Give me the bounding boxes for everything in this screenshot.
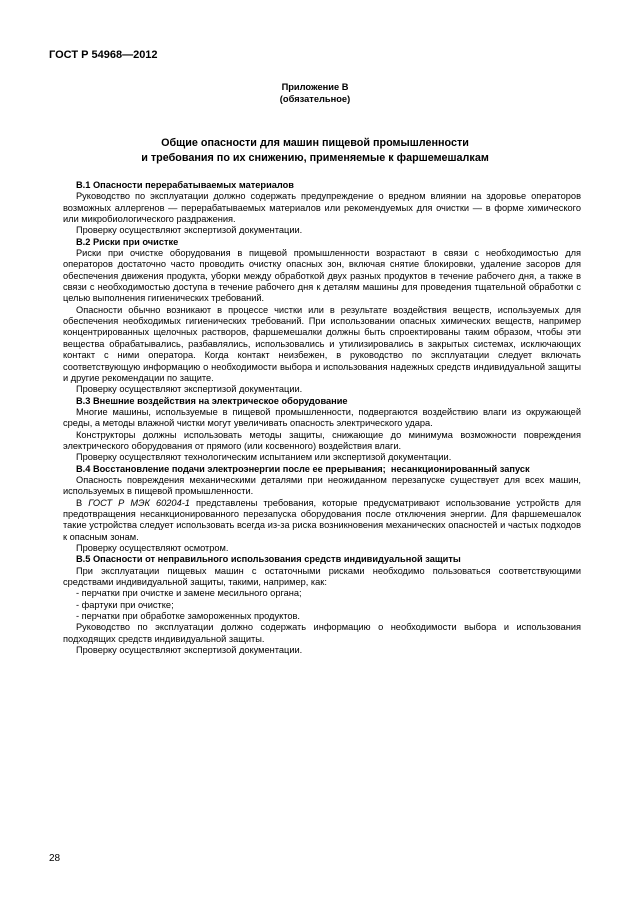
section-b5-paragraph-2: Руководство по эксплуатации должно содержать информацию о необходимости выбора и использования подходящих средств индивидуальной защиты. bbox=[63, 622, 581, 644]
standard-reference: ГОСТ Р МЭК 60204-1 bbox=[88, 497, 190, 508]
list-item: - перчатки при очистке и замене месильного органа; bbox=[76, 588, 302, 599]
section-b2-paragraph-2: Опасности обычно возникают в процессе чистки или в результате воздействия веществ, используемых для обеспечения необходимых гигиенических требований. При использовании опасных химических веществ, например концентрированных щелочных растворов, фаршемешалки должны быть спроектированы таким образом, чтобы эти вещества обрабатывались, разбавлялись, использовались и утилизировались в закрытых системах, исключающих контакт с ними оператора. Когда контакт неизбежен, в руководство по эксплуатации следует включать соответствующую информацию о необходимости выбора и использования надежных средств индивидуальной защиты и другие рекомендации по защите. bbox=[63, 304, 581, 383]
section-b5-paragraph-1: При эксплуатации пищевых машин с остаточными рисками необходимо пользоваться соответствующими средствами индивидуальной защиты, такими, например, как: bbox=[63, 565, 581, 588]
section-b1-verification: Проверку осуществляют экспертизой документации. bbox=[76, 225, 303, 236]
section-b5-heading: В.5 Опасности от неправильного использования средств индивидуальной защиты bbox=[76, 554, 461, 565]
annex-label: Приложение В bbox=[281, 82, 349, 92]
section-b4-heading-part-1: В.4 Восстановление подачи электроэнергии после ее прерывания; bbox=[76, 463, 386, 474]
page-number: 28 bbox=[49, 853, 61, 864]
section-b4-heading-part-2: несанкционированный запуск bbox=[390, 463, 530, 474]
section-b3-verification: Проверку осуществляют технологическим испытанием или экспертизой документации. bbox=[76, 452, 452, 463]
annex-status: (обязательное) bbox=[279, 94, 351, 104]
section-b3-paragraph-1: Многие машины, используемые в пищевой промышленности, подвергаются воздействию влаги из окружающей среды, а методы влажной чистки могут увеличивать опасность электрического удара. bbox=[63, 406, 581, 429]
section-b1-paragraph-1: Руководство по эксплуатации должно содержать предупреждение о вредном влиянии на здоровье операторов возможных аллергенов — перерабатываемых материалов или рекомендуемых для очистки — в форме химического или микробиологического раздражения. bbox=[63, 191, 581, 225]
annex-title bbox=[0, 136, 630, 166]
section-b2-paragraph-1: Риски при очистке оборудования в пищевой промышленности возрастают в связи с необходимостью для операторов достаточно часто проводить очистку опасных зон, включая снятие блокировки, удаление засоров для обеспечения движения продукта, уборки между обработкой двух разных продуктов в течение рабочего дня, а также в связи с необходимостью доступа в течение рабочего дня к деталям машины для проведения тщательной обработки с целью выполнения гигиенических требований. bbox=[63, 248, 581, 304]
list-item: - перчатки при обработке замороженных продуктов. bbox=[76, 611, 300, 622]
section-b4-verification: Проверку осуществляют осмотром. bbox=[76, 543, 229, 553]
section-b4-paragraph-1: Опасность повреждения механическими деталями при неожиданном перезапуске существует для всех машин, используемых в пищевой промышленности. bbox=[63, 474, 581, 497]
section-b2-heading: В.2 Риски при очистке bbox=[76, 236, 179, 247]
section-b5-verification: Проверку осуществляют экспертизой документации. bbox=[76, 645, 303, 656]
document-body bbox=[63, 180, 581, 656]
section-b1-heading: В.1 Опасности перерабатываемых материалов bbox=[76, 180, 294, 190]
annex-title-line-2: и требования по их снижению, применяемые к фаршемешалкам bbox=[141, 152, 489, 164]
section-b4-p2-prefix: В bbox=[76, 497, 89, 508]
list-item: - фартуки при очистке; bbox=[76, 599, 174, 610]
section-b2-verification: Проверку осуществляют экспертизой документации. bbox=[76, 384, 303, 395]
section-b4-p2-text: представлены требования, которые предусматривают использование устройств для предотвращения несанкционированного перезапуска оборудования после отключения энергии. Для фаршемешалок такие устройства следует использовать всегда из-за риска возникновения механических опасностей и частых подходов к опасным зонам. bbox=[63, 497, 581, 542]
section-b3-heading: В.3 Внешние воздействия на электрическое оборудование bbox=[76, 395, 348, 406]
annex-title-line-1: Общие опасности для машин пищевой промышленности bbox=[161, 137, 469, 149]
document-id-header: ГОСТ Р 54968—2012 bbox=[49, 49, 158, 61]
section-b3-paragraph-2: Конструкторы должны использовать методы защиты, снижающие до минимума возможности повреждения электрического оборудования от прямого (или косвенного) воздействия влаги. bbox=[63, 429, 581, 451]
section-b4-paragraph-2 bbox=[63, 498, 581, 543]
section-b4-heading bbox=[63, 464, 581, 475]
annex-heading bbox=[0, 81, 630, 105]
